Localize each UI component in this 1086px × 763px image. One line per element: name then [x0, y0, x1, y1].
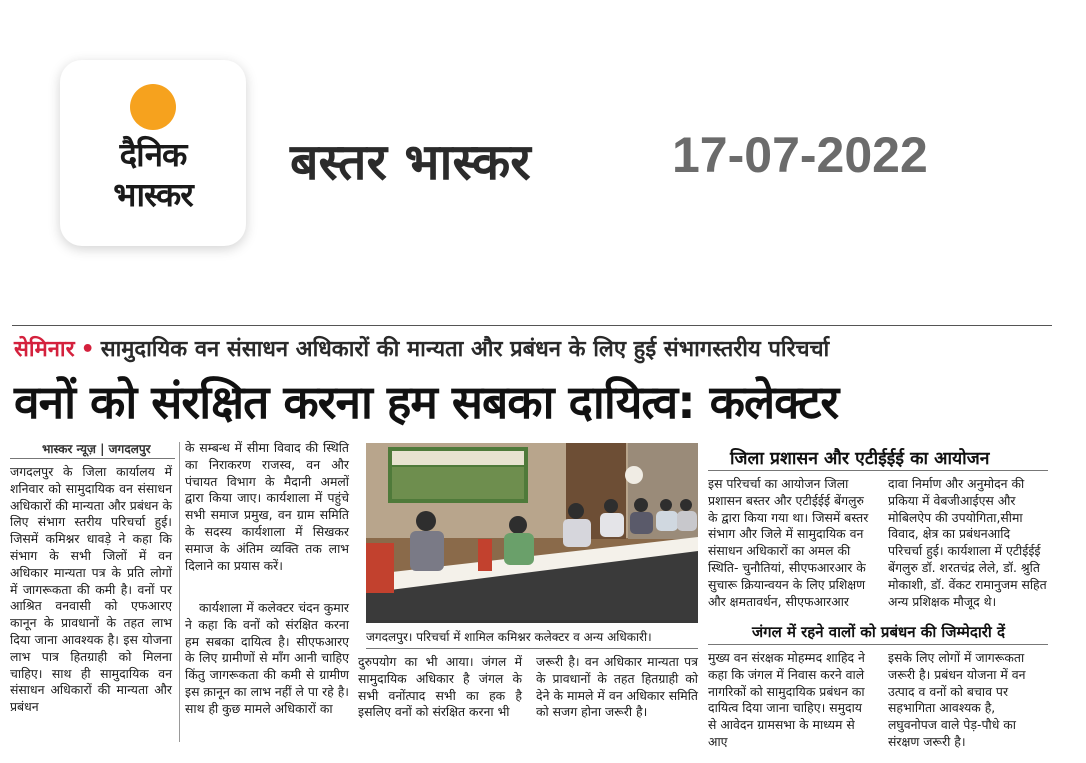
edition-title: बस्तर भास्कर: [290, 133, 531, 191]
article-kicker: [14, 333, 829, 363]
subheading-organisers: जिला प्रशासन और एटीईईई का आयोजन: [730, 449, 990, 469]
edition-date: 17-07-2022: [672, 127, 928, 183]
sun-icon: [130, 84, 176, 130]
article-column-3: दुरुपयोग का भी आया। जंगल में सामुदायिक अधिकार है जंगल के सभी वनोंत्पाद सभी का हक है इसलिए वनों को संरक्षित करना भी: [358, 654, 522, 720]
meeting-photo-illustration: [366, 443, 698, 623]
article-column-4: जरूरी है। वन अधिकार मान्यता पत्र के प्रावधानों के तहत हितग्राही को देने के मामले में वन अधिकार समिति को सजग होना जरूरी है।: [536, 654, 698, 720]
article-photo: [366, 443, 698, 623]
article-column-2b: कार्यशाला में कलेक्टर चंदन कुमार ने कहा कि वनों को संरक्षित करना हम सबका दायित्व है। सीएफआरए के लिए ग्रामीणों से माँग आनी चाहिए किंतु जागरूकता की कमी से ग्रामीण इस क़ानून का लाभ नहीं ले पा रहे है। साथ ही कुछ मामले अधिकारों का: [185, 600, 349, 716]
logo-text-line1: दैनिक: [119, 135, 187, 174]
article-column-7: मुख्य वन संरक्षक मोहम्मद शाहिद ने कहा कि जंगल में निवास करने वाले नागरिकों को सामुदायिक प्रबंधन का दायित्व दिया जाना चाहिए। समुदाय से आवेदन ग्रामसभा के माध्यम से आए: [708, 650, 865, 749]
kicker-text: सामुदायिक वन संसाधन अधिकारों की मान्यता और प्रबंधन के लिए हुई संभागस्तरीय परिचर्चा: [100, 337, 830, 362]
article-column-6: दावा निर्माण और अनुमोदन की प्रकिया में वेबजीआईएस और मोबिलऐप की उपयोगिता,सीमा विवाद, क्षेत्र का प्रबंधनआदि परिचर्चा हुई। कार्यशाला में एटीईईई बेंगलुरु डॉ. शरतचंद्र लेले, डॉ. श्रुति मोकाशी, डॉ. वेंकट रामानुजम सहित अन्य प्रशिक्षक मौजूद थे।: [888, 476, 1047, 609]
newspaper-logo: [60, 60, 246, 246]
article-headline: वनों को संरक्षित करना हम सबका दायित्व: कलेक्टर: [14, 375, 839, 429]
caption-rule: [366, 648, 698, 649]
subheading-management: जंगल में रहने वालों को प्रबंधन की जिम्मेदारी दें: [752, 623, 1005, 641]
kicker-bullet: •: [80, 337, 95, 362]
logo-text-line2: भास्कर: [113, 175, 193, 214]
subheading-rule: [708, 470, 1048, 471]
byline-rule: [10, 458, 175, 459]
article-column-1: जगदलपुर के जिला कार्यालय में शनिवार को सामुदायिक वन संसाधन अधिकारों की मान्यता और प्रबंधन के लिए संभाग स्तरीय परिचर्चा हुई। जिसमें कमिश्नर धावड़े ने कहा कि संभाग के सभी जिलों में वन अधिकार मान्यता पत्र के प्रति लोगों में जागरूकता की कमी है। वनों पर आश्रित वनवासी को एफआरए कानून के प्रावधानों के तहत लाभ दिया जाना आवश्यक है। इस योजना लाभ पात्र हितग्राही को मिलना चाहिए। साथ ही सामुदायिक वन संसाधन अधिकारों की मान्यता और प्रबंधन: [10, 464, 172, 715]
top-rule: [12, 325, 1052, 326]
article-column-2a: के सम्बन्ध में सीमा विवाद की स्थिति का निराकरण राजस्व, वन और पंचायत विभाग के मैदानी अमलों द्वारा किया जाए। कार्यशाला में पहुंचे सभी समाज प्रमुख, वन ग्राम समिति के सदस्य कार्यशाला में सिखकर समाज के अंतिम व्यक्ति तक लाभ दिलाने का प्रयास करें।: [185, 440, 349, 573]
article-column-5: इस परिचर्चा का आयोजन जिला प्रशासन बस्तर और एटीईईई बेंगलुरु के द्वारा किया गया था। जिसमें बस्तर संभाग और जिले में सामुदायिक वन संसाधन अधिकारों का अमल की स्थिति- चुनौतियां, सीएफआरआर के सुचारू क्रियान्वयन के लिए प्रशिक्षण और क्षमतावर्धन, सीएफआरआर: [708, 476, 869, 609]
article-byline: भास्कर न्यूज़ | जगदलपुर: [42, 442, 151, 456]
photo-caption: जगदलपुर। परिचर्चा में शामिल कमिश्नर कलेक्टर व अन्य अधिकारी।: [366, 630, 652, 644]
subheading-rule-2: [708, 644, 1048, 645]
kicker-tag: सेमिनार: [14, 337, 75, 362]
column-divider: [179, 442, 180, 742]
article-column-8: इसके लिए लोगों में जागरूकता जरूरी है। प्रबंधन योजना में वन उत्पाद व वनों को बचाव पर सहभागिता आवश्यक है, लघुवनोपज वाले पेड़-पौधे का संरक्षण जरूरी है।: [888, 650, 1026, 749]
